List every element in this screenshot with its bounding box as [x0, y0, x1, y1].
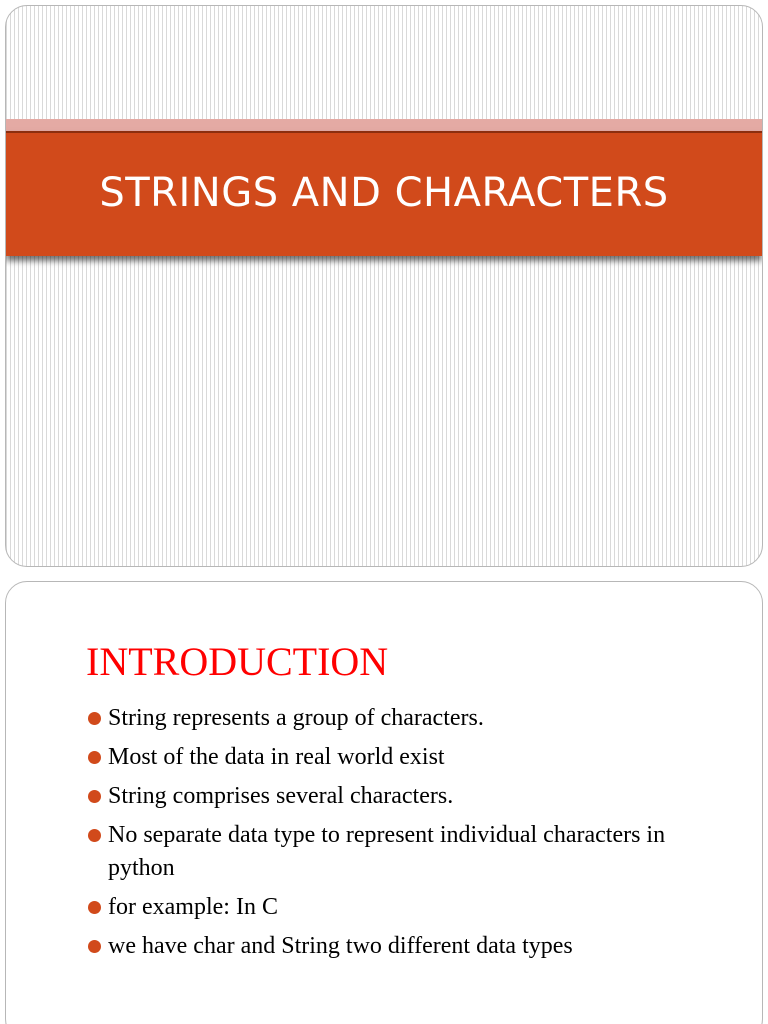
- content-slide: [5, 581, 763, 1024]
- bullet-list: [86, 702, 726, 969]
- title-accent-band: [6, 119, 762, 131]
- bullet-text: for example: In C: [108, 894, 278, 920]
- list-item: [86, 780, 726, 813]
- bullet-text: we have char and String two different data types: [108, 933, 573, 959]
- slide-heading: INTRODUCTION: [86, 639, 389, 684]
- title-bar: [6, 131, 762, 256]
- list-item: [86, 930, 726, 963]
- list-item: [86, 702, 726, 735]
- bullet-text: String represents a group of characters.: [108, 705, 484, 731]
- bullet-text: Most of the data in real world exist: [108, 744, 445, 770]
- bullet-dot-icon: [88, 712, 101, 725]
- bullet-dot-icon: [88, 901, 101, 914]
- list-item: [86, 891, 726, 924]
- bullet-dot-icon: [88, 751, 101, 764]
- bullet-dot-icon: [88, 790, 101, 803]
- list-item: [86, 819, 726, 885]
- slide-title: STRINGS AND CHARACTERS: [99, 169, 669, 216]
- bullet-dot-icon: [88, 829, 101, 842]
- list-item: [86, 741, 726, 774]
- bullet-text: No separate data type to represent individual characters in python: [108, 822, 666, 881]
- bullet-dot-icon: [88, 940, 101, 953]
- title-slide: [5, 5, 763, 567]
- bullet-text: String comprises several characters.: [108, 783, 454, 809]
